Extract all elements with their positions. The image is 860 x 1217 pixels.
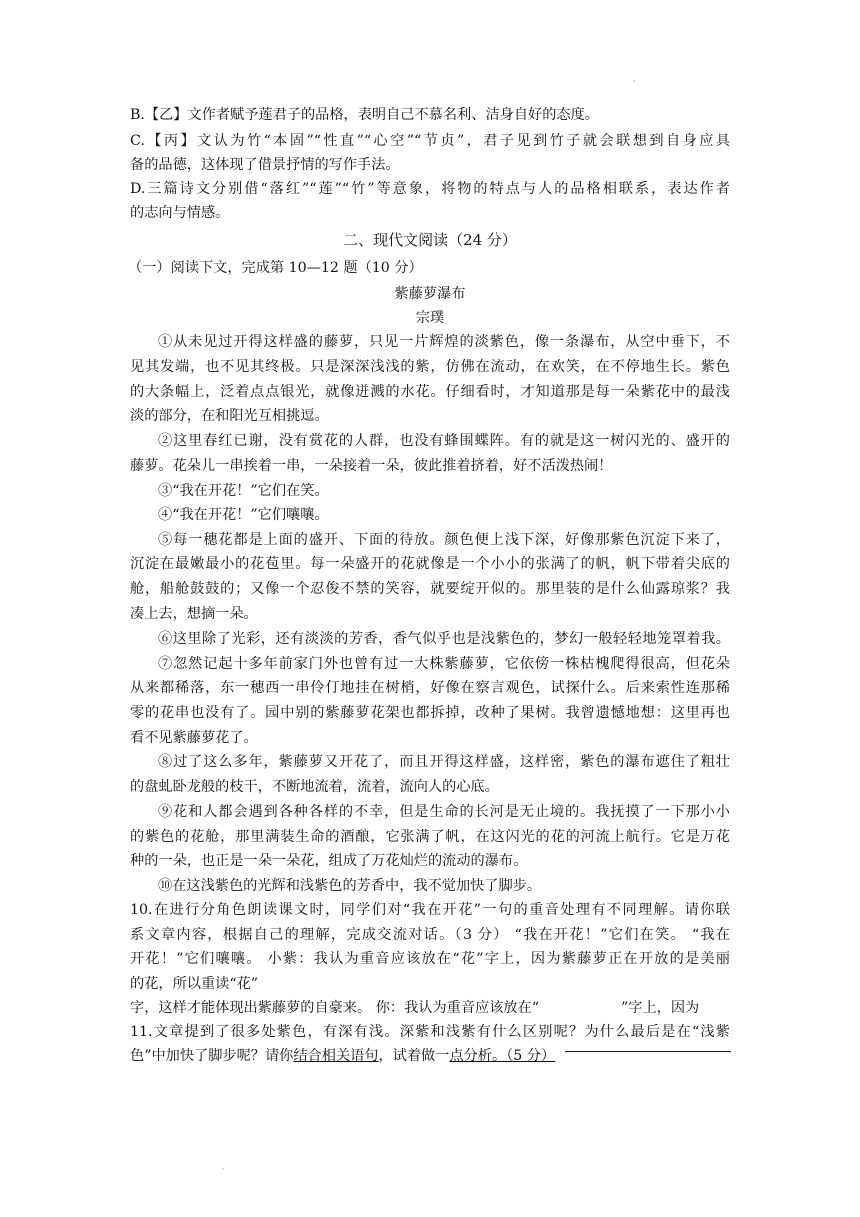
article-author: 宗璞 (415, 310, 445, 326)
question-11-underlined-phrase: 结合相关语句 (293, 1048, 379, 1064)
question-10-line-4: 的花，所以重读“花” (130, 976, 259, 992)
option-b: B.【乙】文作者赋予莲君子的品格，表明自己不慕名利、洁身自好的态度。 (130, 107, 599, 123)
article-line: 舱，船舱鼓鼓的；又像一个忍俊不禁的笑容，就要绽开似的。那里装的是什么仙露琼浆？我 (130, 581, 730, 597)
section-subtitle: （一）阅读下文，完成第 10—12 题（10 分） (128, 260, 423, 276)
option-d-line-1: D.三篇诗文分别借“落红”“莲”“竹”等意象，将物的特点与人的品格相联系，表达作者 (130, 181, 730, 197)
article-line: ④“我在开花！”它们嚷嚷。 (158, 507, 329, 523)
article-line: 的大条幅上，泛着点点银光，就像迸溅的水花。仔细看时，才知道那是每一朵紫花中的最浅 (130, 384, 730, 400)
article-line: 的盘虬卧龙般的枝干，不断地流着，流着，流向人的心底。 (130, 779, 499, 795)
article-line: 的紫色的花舱，那里满装生命的酒酿，它张满了帆，在这闪光的花的河流上航行。它是万花 (130, 829, 730, 845)
question-11-text-a: 色”中加快了脚步呢？请你 (130, 1048, 294, 1064)
speck (633, 80, 635, 82)
question-10-line-5 (130, 996, 730, 1020)
question-10-line-2: 系文章内容，根据自己的理解，完成交流对话。（3 分） “我在开花！”它们在笑。 “我在 (130, 927, 730, 943)
question-11-underlined-end: 点分析。（5 分） (449, 1048, 556, 1064)
question-10-line-5-end: ”字上，因为 (621, 1000, 700, 1016)
question-10-line-5-start: 字，这样才能体现出紫藤萝的自豪来。 你：我认为重音应该放在“ (130, 1000, 540, 1016)
article-line: ⑧过了这么多年，紫藤萝又开花了，而且开得这样盛，这样密，紫色的瀑布遮住了粗壮 (158, 754, 730, 770)
article-line: 看不见紫藤萝花了。 (130, 730, 258, 746)
article-line: 见其发端，也不见其终极。只是深深浅浅的紫，仿佛在流动，在欢笑，在不停地生长。紫色 (130, 359, 730, 375)
article-line: ⑨花和人都会遇到各种各样的不幸，但是生命的长河是无止境的。我抚摸了一下那小小 (158, 804, 730, 820)
answer-line[interactable] (565, 1051, 731, 1052)
article-line: ⑤每一穗花都是上面的盛开、下面的待放。颜色便上浅下深，好像那紫色沉淀下来了， (158, 532, 730, 548)
question-10-line-3: 开花！”它们嚷嚷。 小紫：我认为重音应该放在“花”字上，因为紫藤萝正在开放的是美丽 (130, 951, 730, 967)
article-line: ②这里春红已谢，没有赏花的人群，也没有蜂围蝶阵。有的就是这一树闪光的、盛开的 (158, 433, 730, 449)
article-line: ①从未见过开得这样盛的藤萝，只见一片辉煌的淡紫色，像一条瀑布，从空中垂下，不 (158, 334, 730, 350)
article-line: 零的花串也没有了。园中别的紫藤萝花架也都拆掉，改种了果树。我曾遗憾地想：这里再也 (130, 705, 730, 721)
article-line: ⑩在这浅紫色的光辉和浅紫色的芳香中，我不觉加快了脚步。 (158, 878, 542, 894)
article-line: ⑦忽然记起十多年前家门外也曾有过一大株紫藤萝，它依傍一株枯槐爬得很高，但花朵 (158, 656, 730, 672)
question-11-line-2 (130, 1044, 730, 1068)
article-line: 沉淀在最嫩最小的花苞里。每一朵盛开的花就像是一个小小的张满了的帆，帆下带着尖底的 (130, 556, 730, 572)
article-line: ⑥这里除了光彩，还有淡淡的芳香，香气似乎也是浅紫色的，梦幻一般轻轻地笼罩着我。 (158, 631, 730, 647)
article-line: 从来都稀落，东一穗西一串伶仃地挂在树梢，好像在察言观色，试探什么。后来索性连那稀 (130, 680, 730, 696)
option-c-line-1: C.【丙】文认为竹“本固”“性直”“心空”“节贞”，君子见到竹子就会联想到自身应具 (130, 133, 730, 149)
article-line: 种的一朵，也正是一朵一朵花，组成了万花灿烂的流动的瀑布。 (130, 853, 528, 869)
article-line: 藤萝。花朵儿一串挨着一串，一朵接着一朵，彼此推着挤着，好不活泼热闹！ (130, 458, 613, 474)
option-c-line-2: 备的品德，这体现了借景抒情的写作手法。 (130, 157, 400, 173)
question-10-line-1: 10.在进行分角色朗读课文时，同学们对“我在开花”一句的重音处理有不同理解。请你联 (130, 902, 730, 918)
speck (222, 1168, 224, 1170)
article-line: 淡的部分，在和阳光互相挑逗。 (130, 408, 329, 424)
article-title: 紫藤萝瀑布 (394, 286, 466, 302)
question-11-text-b: ，试着做一 (378, 1048, 450, 1064)
question-11-line-1: 11.文章提到了很多处紫色，有深有浅。深紫和浅紫有什么区别呢？为什么最后是在“浅紫 (130, 1024, 730, 1040)
section-title: 二、现代文阅读（24 分） (343, 231, 517, 249)
article-line: ③“我在开花！”它们在笑。 (158, 483, 329, 499)
option-d-line-2: 的志向与情感。 (130, 205, 230, 221)
article-line: 凑上去，想摘一朵。 (130, 606, 258, 622)
